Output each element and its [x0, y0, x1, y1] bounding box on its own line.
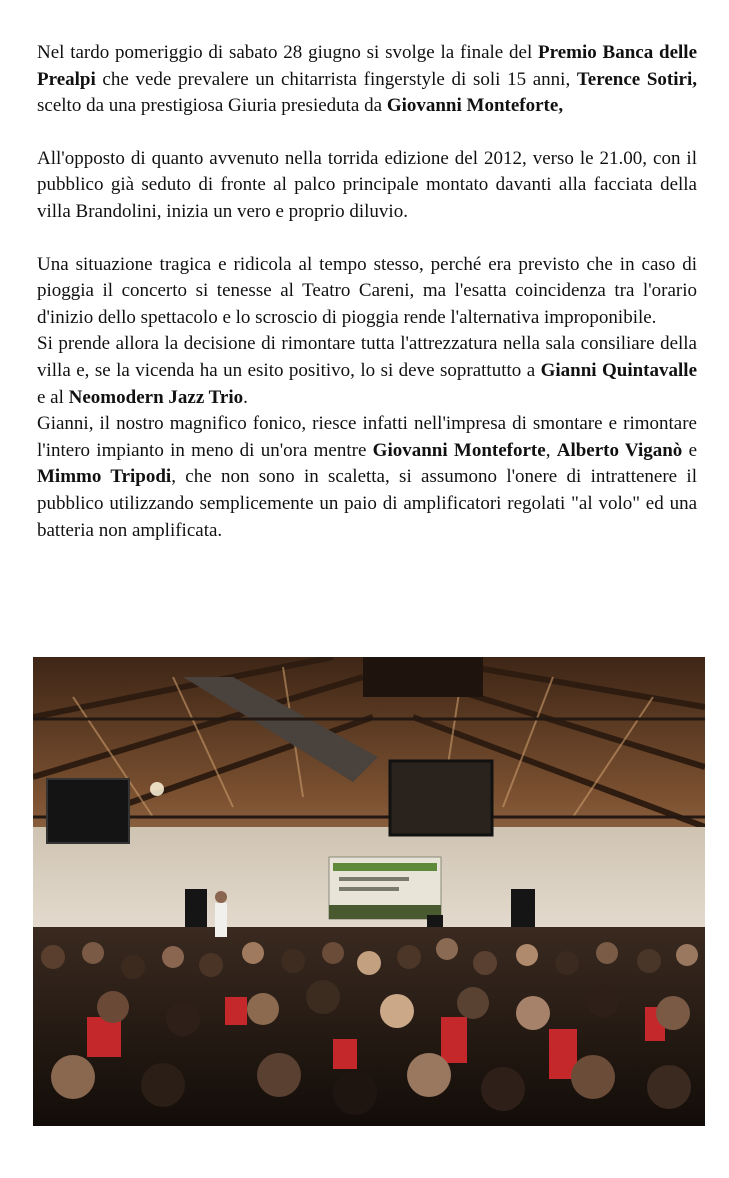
video-screen-center	[390, 761, 492, 835]
bold-jury-president: Giovanni Monteforte,	[386, 95, 564, 117]
paragraph-2: All'opposto di quanto avvenuto nella torrida edizione del 2012, verso le 21.00, con il pubblico già seduto di fronte al palco principale montato davanti alla facciata della villa Brandolini, inizia un vero e proprio diluvio.	[37, 147, 697, 222]
performer	[215, 903, 227, 937]
ceiling-lamp	[150, 782, 164, 796]
paragraph-5: Gianni, il nostro magnifico fonico, riesce infatti nell'impresa di smontare e rimontare l'intero impianto in meno di un'ora mentre Giovanni Monteforte, Alberto Viganò e Mimmo Tripodi, che non sono in scaletta, si assumono l'onere di intrattenere il pubblico utilizzando semplicemente un paio di amplificatori regolati "al volo" ed una batteria non amplificata.	[37, 413, 698, 541]
bold-prize-name: Premio Banca delle Prealpi	[37, 42, 697, 90]
paragraph-3: Una situazione tragica e ridicola al tempo stesso, perché era previsto che in caso di pioggia il concerto si tenesse al Teatro Careni, ma l'esatta coincidenza tra l'orario d'inizio dello spettacolo e lo scroscio di pioggia rende l'alternativa improponibile.	[37, 253, 697, 328]
bold-sound-engineer: Gianni Quintavalle	[540, 359, 697, 381]
paragraph-4: Si prende allora la decisione di rimontare tutta l'attrezzatura nella sala consiliare della villa e, se la vicenda ha un esito positivo, lo si deve soprattutto a Gianni Quintavalle e al Neomodern Jazz Trio.	[37, 333, 697, 408]
bold-musician-1: Giovanni Monteforte	[372, 439, 546, 461]
bold-winner-name: Terence Sotiri,	[576, 68, 697, 90]
bold-trio-name: Neomodern Jazz Trio	[68, 386, 244, 408]
concert-hall-photo	[33, 657, 705, 1126]
bold-musician-2: Alberto Viganò	[556, 439, 683, 461]
article-text	[37, 40, 697, 544]
ridge-beam	[363, 657, 483, 697]
bold-musician-3: Mimmo Tripodi	[37, 466, 172, 488]
video-screen-left	[47, 779, 129, 843]
paragraph-1: Nel tardo pomeriggio di sabato 28 giugno si svolge la finale del Premio Banca delle Prealpi che vede prevalere un chitarrista fingerstyle di soli 15 anni, Terence Sotiri, scelto da una prestigiosa Giuria presieduta da Giovanni Monteforte,	[37, 42, 697, 117]
